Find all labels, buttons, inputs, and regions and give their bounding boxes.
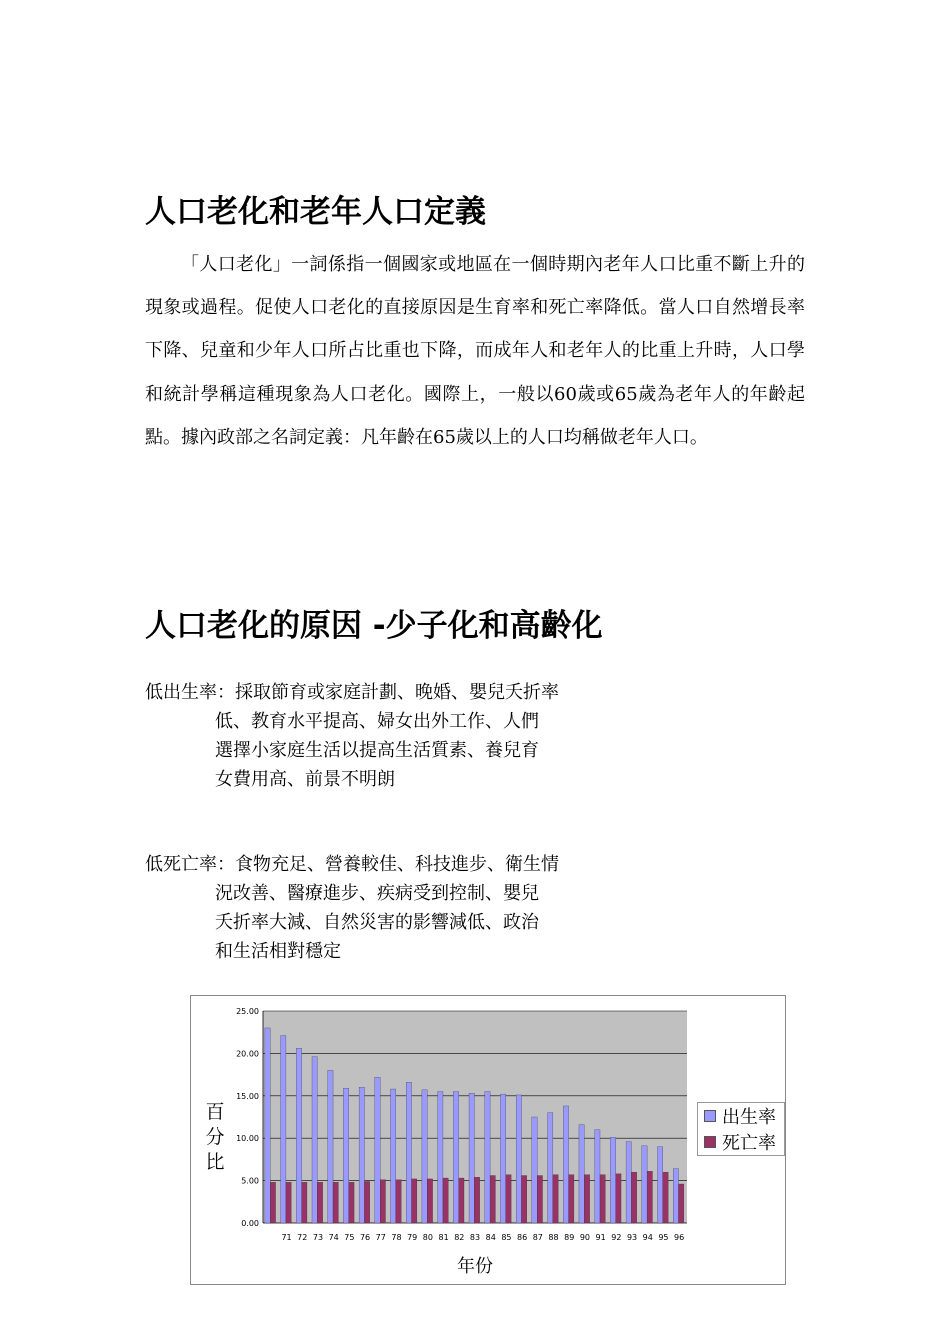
bar-death [349, 1182, 354, 1223]
x-tick-label: 91 [595, 1233, 606, 1242]
chart-x-axis-label: 年份 [457, 1256, 493, 1277]
bar-death [616, 1174, 621, 1223]
bar-death [569, 1175, 574, 1223]
x-tick-label: 78 [391, 1233, 402, 1242]
x-tick-label: 76 [359, 1233, 371, 1242]
bar-death [679, 1184, 684, 1223]
bar-birth [296, 1048, 301, 1223]
bar-death [631, 1172, 636, 1223]
bar-birth [359, 1087, 364, 1223]
bar-birth [548, 1113, 553, 1223]
x-tick-label: 87 [532, 1233, 543, 1242]
bar-birth [406, 1082, 411, 1223]
low-death-line-2: 況改善、醫療進步、疾病受到控制、嬰兒 [215, 883, 539, 904]
low-death-line-3: 夭折率大減、自然災害的影響減低、政治 [215, 912, 539, 933]
bar-death [333, 1182, 338, 1223]
x-tick-label: 88 [548, 1233, 559, 1242]
bar-birth [642, 1146, 647, 1223]
x-tick-label: 86 [517, 1233, 528, 1242]
x-tick-label: 79 [407, 1233, 418, 1242]
x-tick-label: 77 [375, 1233, 386, 1242]
bar-death [270, 1182, 275, 1223]
legend-swatch-birth [704, 1110, 716, 1122]
bar-death [553, 1175, 558, 1223]
bar-death [584, 1175, 589, 1223]
bar-birth [610, 1137, 615, 1223]
low-birth-label: 低出生率： [145, 682, 235, 703]
bar-death [364, 1181, 369, 1223]
low-death-text: 食物充足、營養較佳、科技進步、衛生情 [235, 854, 559, 875]
bar-birth [532, 1117, 537, 1223]
chart-y-axis-label [203, 1100, 227, 1175]
bar-birth [328, 1070, 333, 1223]
bar-birth [579, 1125, 584, 1223]
bar-birth [485, 1092, 490, 1223]
legend-label-death: 死亡率 [722, 1133, 776, 1154]
bar-birth [453, 1092, 458, 1223]
low-death-line-1 [145, 850, 605, 879]
y-label-char: 比 [205, 1151, 225, 1173]
section-title-causes: 人口老化的原因 -少子化和高齡化 [145, 608, 603, 644]
x-tick-label: 73 [312, 1233, 324, 1242]
low-birth-line-2: 低、教育水平提高、婦女出外工作、人們 [215, 711, 539, 732]
bar-birth [595, 1130, 600, 1223]
x-tick-label: 72 [297, 1233, 308, 1242]
bar-birth [657, 1147, 662, 1223]
bar-death [474, 1177, 479, 1223]
y-tick-label: 10.00 [236, 1134, 259, 1144]
bar-death [380, 1180, 385, 1223]
low-birth-line-4: 女費用高、前景不明朗 [215, 769, 395, 790]
bar-death [521, 1176, 526, 1223]
bar-death [459, 1178, 464, 1223]
bar-death [286, 1182, 291, 1223]
y-label-char: 百 [205, 1101, 225, 1123]
legend-item-birth [698, 1103, 784, 1129]
bar-birth [265, 1028, 270, 1223]
x-tick-label: 81 [438, 1233, 449, 1242]
x-tick-label: 92 [611, 1233, 622, 1242]
x-tick-label: 83 [469, 1233, 481, 1242]
legend-label-birth: 出生率 [722, 1107, 776, 1128]
y-tick-label: 5.00 [241, 1176, 259, 1186]
bar-death [317, 1182, 322, 1223]
section-title-definition: 人口老化和老年人口定義 [145, 194, 486, 230]
y-tick-label: 15.00 [236, 1091, 259, 1101]
bar-death [506, 1175, 511, 1223]
bar-death [412, 1179, 417, 1223]
x-tick-label: 71 [281, 1233, 292, 1242]
y-tick-label: 20.00 [236, 1049, 259, 1059]
x-tick-label: 75 [344, 1233, 355, 1242]
legend-swatch-death [704, 1136, 716, 1148]
low-death-line-4: 和生活相對穩定 [215, 941, 341, 962]
y-tick-label: 25.00 [236, 1007, 259, 1016]
x-tick-label: 90 [579, 1233, 591, 1242]
bar-birth [375, 1077, 380, 1223]
x-tick-label: 96 [674, 1233, 685, 1242]
x-tick-label: 74 [328, 1233, 339, 1242]
bar-death [647, 1171, 652, 1223]
bar-birth [422, 1090, 427, 1223]
low-birth-rate-block [145, 678, 605, 794]
x-tick-label: 82 [454, 1233, 465, 1242]
low-birth-line-1 [145, 678, 605, 707]
x-tick-label: 89 [564, 1233, 575, 1242]
bar-birth [500, 1094, 505, 1223]
bar-birth [438, 1092, 443, 1223]
x-tick-label: 80 [422, 1233, 433, 1242]
bar-death [490, 1176, 495, 1223]
low-death-rate-block [145, 850, 605, 966]
low-birth-line-3: 選擇小家庭生活以提高生活質素、養兒育 [215, 740, 539, 761]
bar-death [537, 1176, 542, 1223]
bar-death [663, 1172, 668, 1223]
bar-birth [626, 1142, 631, 1223]
y-label-char: 分 [205, 1126, 225, 1148]
bar-birth [391, 1089, 396, 1223]
definition-paragraph: 「人口老化」一詞係指一個國家或地區在一個時期內老年人口比重不斷上升的現象或過程。促使人口老化的直接原因是生育率和死亡率降低。當人口自然增長率下降、兒童和少年人口所占比重也下降，而成年人和老年人的比重上升時，人口學和統計學稱這種現象為人口老化。國際上，一般以60歲或65歲為老年人的年齡起點。據內政部之名詞定義：凡年齡在65歲以上的人口均稱做老年人口。 [145, 254, 805, 448]
y-tick-label: 0.00 [241, 1219, 259, 1228]
low-death-label: 低死亡率： [145, 854, 235, 875]
x-tick-label: 85 [501, 1233, 512, 1242]
bar-birth [312, 1057, 317, 1223]
chart-canvas [191, 996, 785, 1284]
bar-birth [343, 1088, 348, 1223]
bar-birth [281, 1036, 286, 1223]
bar-birth [563, 1106, 568, 1223]
x-tick-label: 95 [658, 1233, 669, 1242]
bar-death [427, 1179, 432, 1223]
bar-birth [673, 1169, 678, 1223]
chart-legend [697, 1102, 785, 1156]
bar-birth [469, 1093, 474, 1223]
bar-death [396, 1180, 401, 1223]
bar-death [600, 1175, 605, 1223]
x-tick-label: 84 [485, 1233, 496, 1242]
x-tick-label: 93 [626, 1233, 638, 1242]
x-tick-label: 94 [642, 1233, 653, 1242]
legend-item-death [698, 1129, 784, 1155]
low-birth-text: 採取節育或家庭計劃、晚婚、嬰兒夭折率 [235, 682, 559, 703]
bar-birth [516, 1095, 521, 1223]
bar-death [302, 1182, 307, 1223]
bar-death [443, 1178, 448, 1223]
